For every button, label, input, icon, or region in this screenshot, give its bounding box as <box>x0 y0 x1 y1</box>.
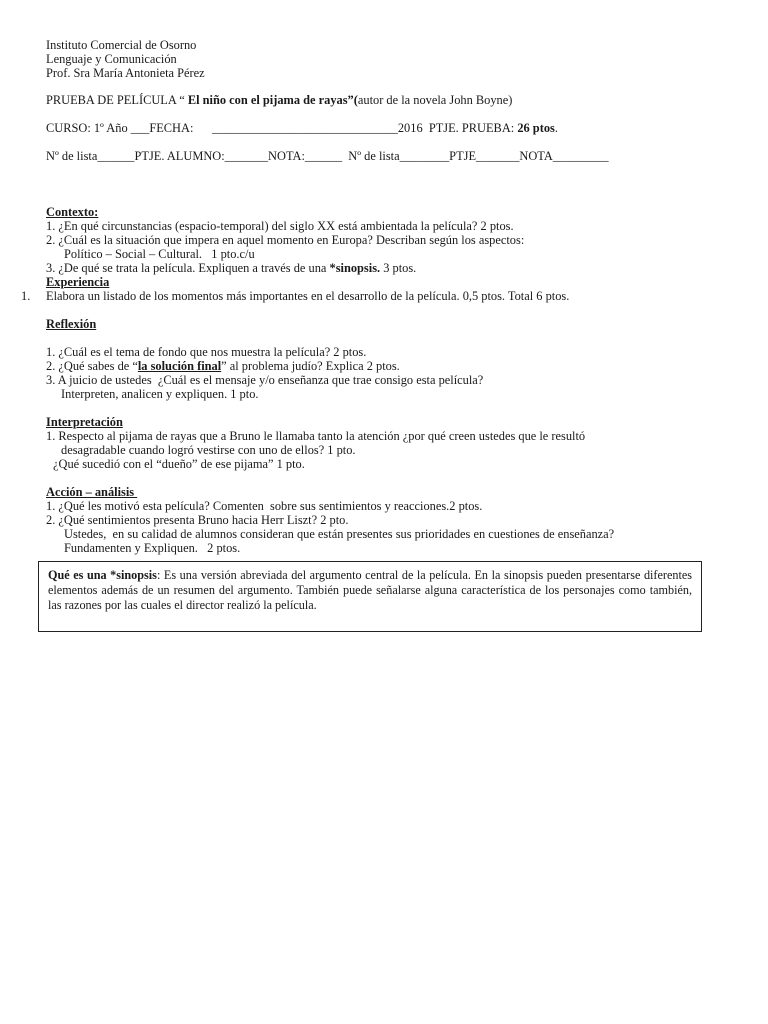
solucion-final-term: la solución final <box>137 359 222 373</box>
test-title <box>46 93 512 107</box>
course-line <box>46 121 558 135</box>
accion-question-3: Ustedes, en su calidad de alumnos consideran que están presentes sus prioridades en cuestiones de enseñanza? <box>64 527 615 541</box>
accion-question-1: 1. ¿Qué les motivó esta película? Comenten sobre sus sentimientos y reacciones.2 ptos. <box>46 499 483 513</box>
section-heading-reflexion <box>46 317 96 331</box>
experiencia-question-1: Elabora un listado de los momentos más importantes en el desarrollo de la película. 0,5 ptos. Total 6 ptos. <box>46 289 570 303</box>
course-line-end: . <box>554 121 558 135</box>
q3-sinopsis: *sinopsis. <box>329 261 381 275</box>
contexto-question-2-aspects: Político – Social – Cultural. 1 pto.c/u <box>64 247 255 261</box>
interpretacion-question-1: 1. Respecto al pijama de rayas que a Bruno le llamaba tanto la atención ¿por qué creen ustedes que le resultó <box>46 429 586 443</box>
test-points: 26 ptos <box>517 121 555 135</box>
student-list-line: Nº de lista______PTJE. ALUMNO:_______NOTA:______ Nº de lista________PTJE_______NOTA_________ <box>46 149 609 163</box>
q3-text: 3. ¿De qué se trata la película. Expliquen a través de una <box>46 261 330 275</box>
course-label: CURSO: 1º Año ___FECHA: <box>46 121 194 135</box>
contexto-question-3 <box>46 261 416 275</box>
reflexion-question-3: 3. A juicio de ustedes ¿Cuál es el mensaje y/o enseñanza que trae consigo esta película? <box>46 373 484 387</box>
title-paren: ( <box>353 93 358 107</box>
reflexion-question-2 <box>46 359 400 373</box>
experiencia-heading-text: Experiencia <box>46 275 110 289</box>
contexto-question-1: 1. ¿En qué circunstancias (espacio-temporal) del siglo XX está ambientada la película? 2 ptos. <box>46 219 514 233</box>
subject-name: Lenguaje y Comunicación <box>46 52 177 66</box>
synopsis-definition-box <box>38 561 702 632</box>
accion-heading-text: Acción – análisis <box>46 485 138 499</box>
q3-points: 3 ptos. <box>380 261 417 275</box>
title-prefix: PRUEBA DE PELÍCULA “ <box>46 93 185 107</box>
teacher-name: Prof. Sra María Antonieta Pérez <box>46 66 205 80</box>
institution-name: Instituto Comercial de Osorno <box>46 38 197 52</box>
experiencia-number: 1. <box>21 289 31 303</box>
reflexion-heading-text: Reflexión <box>46 317 97 331</box>
synopsis-definition-text: : Es una versión abreviada del argumento central de la película. En la sinopsis pueden presentarse diferentes elementos además de un resumen del argumento. También puede señalarse alguna característica de los personajes como también, las razones por las cuales el director realizó la película. <box>48 568 692 612</box>
accion-question-3-instructions: Fundamenten y Expliquen. 2 ptos. <box>64 541 241 555</box>
contexto-heading-text: Contexto: <box>46 205 99 219</box>
section-heading-accion <box>46 485 137 499</box>
interpretacion-heading-text: Interpretación <box>46 415 123 429</box>
section-heading-interpretacion <box>46 415 123 429</box>
contexto-question-2: 2. ¿Cuál es la situación que impera en aquel momento en Europa? Describan según los aspectos: <box>46 233 525 247</box>
title-author: autor de la novela John Boyne) <box>357 93 513 107</box>
reflexion-question-3-instructions: Interpreten, analicen y expliquen. 1 pto. <box>61 387 259 401</box>
accion-question-2: 2. ¿Qué sentimientos presenta Bruno hacia Herr Liszt? 2 pto. <box>46 513 349 527</box>
q2-prefix: 2. ¿Qué sabes de “ <box>46 359 138 373</box>
movie-title: El niño con el pijama de rayas” <box>184 93 354 107</box>
section-heading-contexto <box>46 205 98 219</box>
q2-suffix: ” al problema judío? Explica 2 ptos. <box>221 359 400 373</box>
reflexion-question-1: 1. ¿Cuál es el tema de fondo que nos muestra la película? 2 ptos. <box>46 345 367 359</box>
date-field: ______________________________2016 PTJE. PRUEBA: <box>212 121 518 135</box>
interpretacion-question-1-cont: desagradable cuando logró vestirse con uno de ellos? 1 pto. <box>61 443 356 457</box>
interpretacion-question-1-extra: ¿Qué sucedió con el “dueño” de ese pijama” 1 pto. <box>53 457 305 471</box>
synopsis-term: Qué es una *sinopsis <box>48 568 157 582</box>
section-heading-experiencia <box>46 275 109 289</box>
